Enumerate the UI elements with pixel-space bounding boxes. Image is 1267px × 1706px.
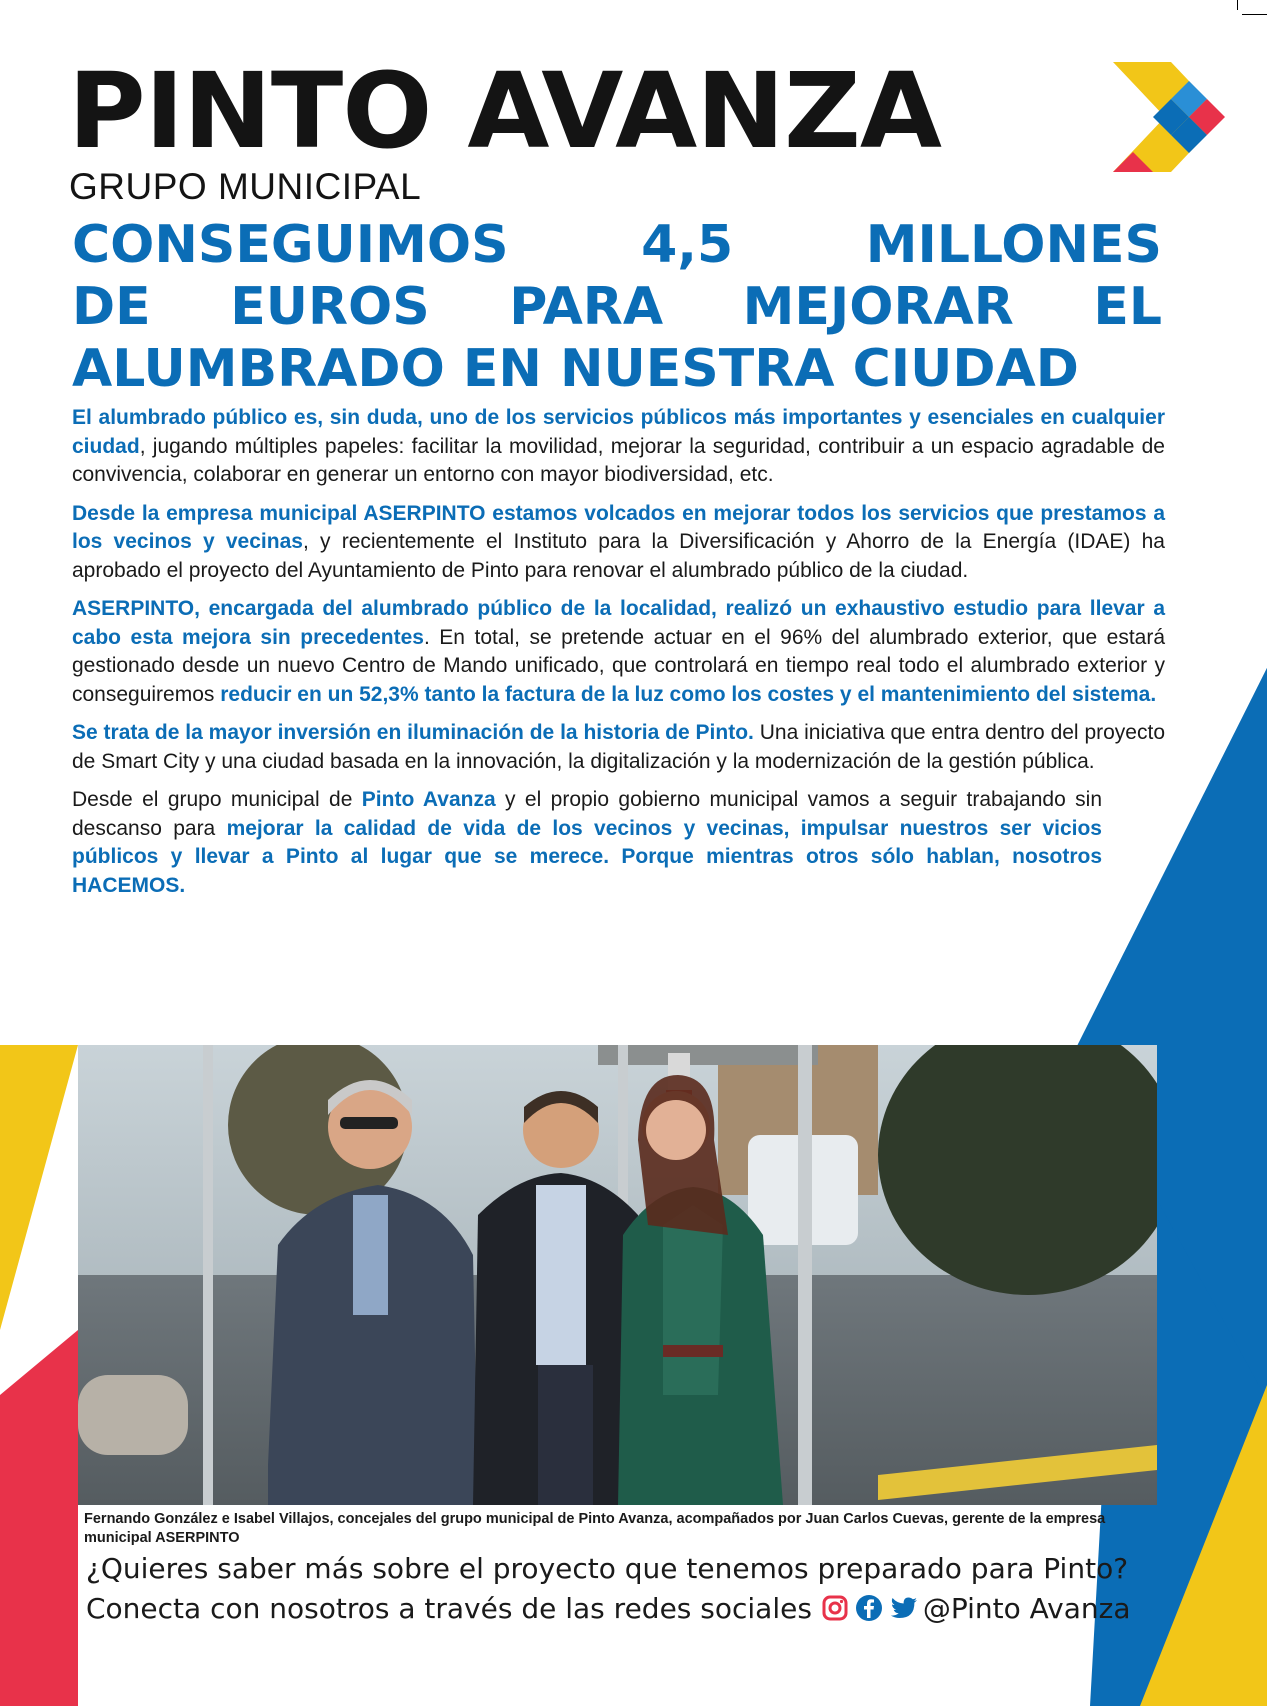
paragraph-3 <box>72 595 1165 709</box>
highlight: Desde la empresa municipal ASERPINTO estamos volcados en mejorar todos los servicios que prestamos a los vecinos y vecinas <box>72 501 1165 553</box>
text: Desde el grupo municipal de <box>72 788 362 811</box>
headline-line-3: ALUMBRADO EN NUESTRA CIUDAD <box>72 339 1079 399</box>
text: , jugando múltiples papeles: facilitar la movilidad, mejorar la seguridad, contribuir a un espacio agradable de convivencia, colaborar en generar un entorno con mayor biodiversidad, etc. <box>72 434 1165 486</box>
chevron-logo-icon <box>1113 62 1238 172</box>
text: . En total, se pretende actuar en el 96% del alumbrado exterior, que estará gestionado desde un nuevo Centro de Mando unificado, que controlará en tiempo real todo el alumbrado exterior y conseguiremos <box>72 625 1166 706</box>
cta-line-2 <box>86 1589 1186 1629</box>
crop-mark <box>1237 0 1238 10</box>
cta-line-1: ¿Quieres saber más sobre el proyecto que tenemos preparado para Pinto? <box>86 1552 1129 1585</box>
highlight: Se trata de la mayor inversión en iluminación de la historia de Pinto. <box>72 721 754 744</box>
brand-subtitle: GRUPO MUNICIPAL <box>69 166 422 207</box>
highlight: ASERPINTO, encargada del alumbrado público de la localidad, realizó un exhaustivo estudio para llevar a cabo esta mejora sin precedentes <box>72 597 1165 649</box>
call-to-action <box>86 1549 1186 1629</box>
headline-line-1: CONSEGUIMOS 4,5 MILLONES <box>72 215 1162 275</box>
cta-text: Conecta con nosotros a través de las redes sociales <box>86 1592 812 1625</box>
facebook-icon[interactable] <box>855 1593 883 1621</box>
article-body <box>72 404 1165 910</box>
brand-mention: Pinto Avanza <box>361 788 496 811</box>
paragraph-1 <box>72 404 1165 490</box>
paragraph-5 <box>72 786 1102 900</box>
social-icons <box>821 1593 917 1621</box>
text: Una iniciativa que entra dentro del proyecto de Smart City y una ciudad basada en la innovación, la digitalización y la modernización de la gestión pública. <box>72 721 1165 773</box>
instagram-icon[interactable] <box>821 1593 849 1621</box>
group-photo <box>78 1045 1157 1505</box>
paragraph-4 <box>72 719 1165 776</box>
text: , y recientemente el Instituto para la Diversificación y Ahorro de la Energía (IDAE) ha aprobado el proyecto del Ayuntamiento de Pinto para renovar el alumbrado público de la ciudad. <box>72 530 1165 582</box>
crop-mark <box>1242 14 1267 15</box>
brand-title: PINTO AVANZA <box>68 50 941 172</box>
red-triangle-left <box>0 1330 78 1706</box>
photo-illustration <box>78 1045 1157 1505</box>
highlight: El alumbrado público es, sin duda, uno de los servicios públicos más importantes y esenciales en cualquier ciudad <box>72 406 1165 458</box>
highlight: mejorar la calidad de vida de los vecinos y vecinas, impulsar nuestros ser vicios públicos y llevar a Pinto al lugar que se merece. Porque mientras otros sólo hablan, nosotros HACEMOS. <box>72 816 1102 897</box>
twitter-icon[interactable] <box>889 1593 917 1621</box>
yellow-triangle-left <box>0 1045 78 1330</box>
photo-caption: Fernando González e Isabel Villajos, concejales del grupo municipal de Pinto Avanza, acompañados por Juan Carlos Cuevas, gerente de la empresa municipal ASERPINTO <box>84 1511 1106 1546</box>
masthead <box>68 50 1188 212</box>
paragraph-2 <box>72 500 1165 586</box>
highlight: reducir en un 52,3% tanto la factura de la luz como los costes y el mantenimiento del sistema. <box>220 682 1157 706</box>
headline <box>72 214 1162 400</box>
text: y el propio gobierno municipal vamos a seguir trabajando sin descanso para <box>72 788 1103 840</box>
social-handle[interactable]: @Pinto Avanza <box>922 1592 1131 1625</box>
headline-line-2: DE EUROS PARA MEJORAR EL <box>72 277 1162 337</box>
